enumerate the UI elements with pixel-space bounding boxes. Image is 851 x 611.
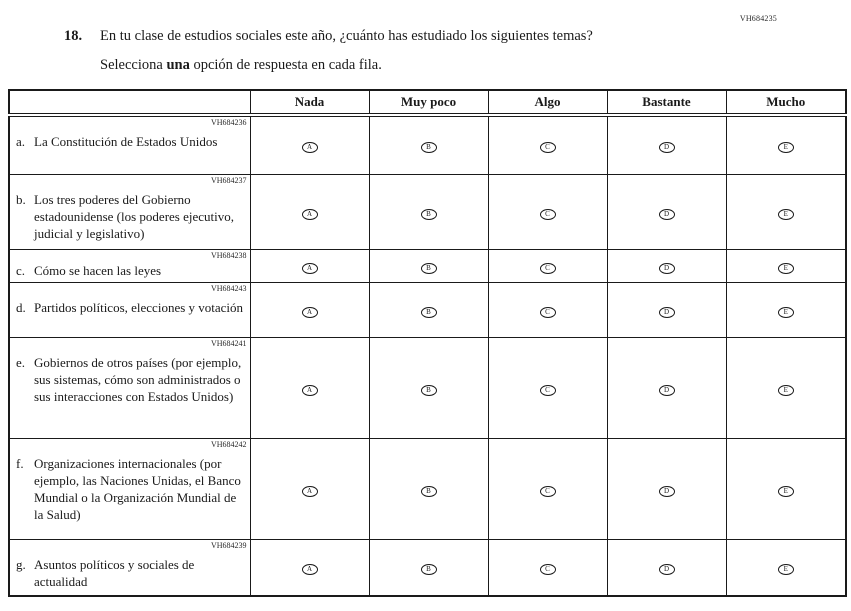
topic-column-header <box>9 90 250 115</box>
option-cell <box>369 337 488 438</box>
option-bubble-b[interactable]: B <box>421 209 437 220</box>
option-bubble-e[interactable]: E <box>778 307 794 318</box>
row-code: VH684243 <box>210 283 247 293</box>
option-cell <box>250 539 369 596</box>
option-cell <box>488 115 607 174</box>
question-instruction <box>100 55 811 75</box>
row-letter: f. <box>16 455 24 471</box>
option-bubble-b[interactable]: B <box>421 564 437 575</box>
row-text: Organizaciones internacionales (por ejemplo, las Naciones Unidas, el Banco Mundial o la Organización Mundial de la Salud) <box>34 455 241 522</box>
option-cell <box>250 249 369 282</box>
topic-cell <box>9 115 250 174</box>
option-cell <box>369 539 488 596</box>
option-bubble-c[interactable]: C <box>540 564 556 575</box>
option-bubble-a[interactable]: A <box>302 142 318 153</box>
option-cell <box>726 539 846 596</box>
option-cell <box>726 115 846 174</box>
option-bubble-b[interactable]: B <box>421 486 437 497</box>
column-header-mucho: Mucho <box>726 90 846 115</box>
option-cell <box>726 438 846 539</box>
option-cell <box>726 337 846 438</box>
option-cell <box>369 115 488 174</box>
header-row <box>9 90 846 115</box>
option-cell <box>488 438 607 539</box>
option-cell <box>488 282 607 337</box>
question-body <box>100 26 811 75</box>
option-cell <box>607 115 726 174</box>
option-bubble-d[interactable]: D <box>659 385 675 396</box>
instruction-bold-word: una <box>166 57 190 73</box>
option-bubble-a[interactable]: A <box>302 263 318 274</box>
row-text: Cómo se hacen las leyes <box>34 262 162 278</box>
option-bubble-d[interactable]: D <box>659 142 675 153</box>
column-header-bastante: Bastante <box>607 90 726 115</box>
option-cell <box>607 174 726 249</box>
option-cell <box>250 115 369 174</box>
table-row <box>9 115 846 174</box>
topic-cell <box>9 249 250 282</box>
row-text: Asuntos políticos y sociales de actualidad <box>34 556 195 589</box>
option-bubble-d[interactable]: D <box>659 263 675 274</box>
question-block <box>64 26 811 75</box>
row-code: VH684238 <box>210 250 247 260</box>
option-cell <box>726 174 846 249</box>
option-cell <box>369 174 488 249</box>
topic-cell <box>9 282 250 337</box>
table-row <box>9 337 846 438</box>
option-bubble-e[interactable]: E <box>778 263 794 274</box>
option-bubble-b[interactable]: B <box>421 385 437 396</box>
option-bubble-c[interactable]: C <box>540 209 556 220</box>
row-letter: c. <box>16 262 26 278</box>
topic-label <box>16 455 248 523</box>
form-code: VH684235 <box>739 14 777 23</box>
row-letter: g. <box>16 556 26 572</box>
option-bubble-e[interactable]: E <box>778 209 794 220</box>
row-text: Partidos políticos, elecciones y votación <box>34 299 244 315</box>
option-cell <box>607 337 726 438</box>
row-letter: a. <box>16 134 26 149</box>
column-header-algo: Algo <box>488 90 607 115</box>
row-code: VH684239 <box>210 540 247 550</box>
option-bubble-c[interactable]: C <box>540 385 556 396</box>
option-cell <box>250 282 369 337</box>
option-cell <box>488 337 607 438</box>
option-bubble-b[interactable]: B <box>421 263 437 274</box>
topic-label <box>16 299 248 316</box>
table-row <box>9 539 846 596</box>
option-bubble-c[interactable]: C <box>540 142 556 153</box>
row-code: VH684237 <box>210 175 247 185</box>
topic-label <box>16 262 248 279</box>
option-bubble-b[interactable]: B <box>421 307 437 318</box>
table-row <box>9 282 846 337</box>
row-code: VH684242 <box>210 439 247 449</box>
option-bubble-b[interactable]: B <box>421 142 437 153</box>
topic-label <box>16 556 248 590</box>
option-cell <box>488 249 607 282</box>
row-letter: b. <box>16 191 26 207</box>
option-bubble-a[interactable]: A <box>302 486 318 497</box>
option-bubble-c[interactable]: C <box>540 263 556 274</box>
row-code: VH684241 <box>210 338 247 348</box>
option-bubble-d[interactable]: D <box>659 209 675 220</box>
instruction-prefix: Selecciona <box>100 57 167 73</box>
option-bubble-e[interactable]: E <box>778 142 794 153</box>
row-text: Los tres poderes del Gobierno estadounidense (los poderes ejecutivo, judicial y legislativo) <box>34 191 234 241</box>
option-bubble-e[interactable]: E <box>778 385 794 396</box>
option-bubble-c[interactable]: C <box>540 486 556 497</box>
option-bubble-e[interactable]: E <box>778 486 794 497</box>
table-row <box>9 249 846 282</box>
topic-cell <box>9 174 250 249</box>
option-bubble-d[interactable]: D <box>659 307 675 318</box>
option-cell <box>607 539 726 596</box>
table-row <box>9 174 846 249</box>
instruction-suffix: opción de respuesta en cada fila. <box>189 57 382 73</box>
option-bubble-a[interactable]: A <box>302 209 318 220</box>
row-text: Gobiernos de otros países (por ejemplo, sus sistemas, cómo son administrados o sus interacciones con Estados Unidos) <box>34 354 242 404</box>
option-cell <box>607 438 726 539</box>
row-letter: e. <box>16 354 26 370</box>
option-cell <box>250 337 369 438</box>
column-header-muy-poco: Muy poco <box>369 90 488 115</box>
survey-table <box>8 89 847 597</box>
option-bubble-a[interactable]: A <box>302 307 318 318</box>
question-number: 18. <box>64 28 83 44</box>
topic-cell <box>9 539 250 596</box>
option-cell <box>726 249 846 282</box>
option-cell <box>250 174 369 249</box>
option-cell <box>726 282 846 337</box>
topic-label <box>16 191 248 242</box>
option-bubble-d[interactable]: D <box>659 486 675 497</box>
option-cell <box>369 249 488 282</box>
option-cell <box>607 282 726 337</box>
option-cell <box>488 539 607 596</box>
row-letter: d. <box>16 299 26 315</box>
row-text: La Constitución de Estados Unidos <box>34 134 218 149</box>
option-cell <box>369 438 488 539</box>
option-cell <box>488 174 607 249</box>
topic-label <box>16 354 248 405</box>
option-bubble-a[interactable]: A <box>302 385 318 396</box>
topic-label <box>16 133 248 150</box>
topic-cell <box>9 337 250 438</box>
option-bubble-a[interactable]: A <box>302 564 318 575</box>
option-cell <box>607 249 726 282</box>
question-text: En tu clase de estudios sociales este año, ¿cuánto has estudiado los siguientes temas? <box>100 28 593 44</box>
option-cell <box>250 438 369 539</box>
topic-cell <box>9 438 250 539</box>
row-code: VH684236 <box>210 118 247 127</box>
option-cell <box>369 282 488 337</box>
table-row <box>9 438 846 539</box>
option-bubble-c[interactable]: C <box>540 307 556 318</box>
option-bubble-e[interactable]: E <box>778 564 794 575</box>
column-header-nada: Nada <box>250 90 369 115</box>
option-bubble-d[interactable]: D <box>659 564 675 575</box>
